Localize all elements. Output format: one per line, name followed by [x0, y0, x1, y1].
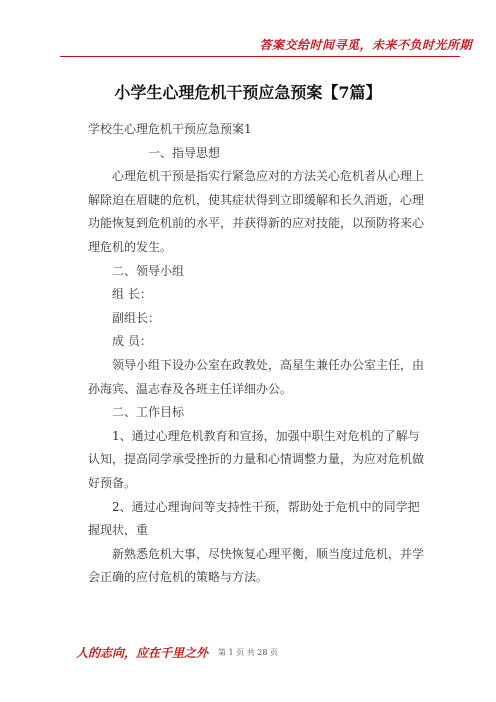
paragraph: 领导小组下设办公室在政教处，高星生兼任办公室主任，由孙海宾、温志春及各班主任详细办公。	[88, 357, 425, 396]
paragraph: 成 员：	[112, 334, 152, 349]
header-slogan: 答案交给时间寻觅，未来不负时光所期	[259, 38, 472, 52]
document-title: 小学生心理危机干预应急预案【7篇】	[114, 83, 382, 102]
section-heading: 二、领导小组	[112, 263, 185, 278]
paragraph: 2、通过心理询问等支持性干预，帮助处于危机中的同学把握现状，重	[88, 499, 420, 538]
paragraph: 学校生心理危机干预应急预案1	[88, 122, 252, 136]
paragraph: 副组长：	[112, 310, 161, 325]
section-heading: 一、指导思想	[148, 145, 221, 160]
paragraph: 新熟悉危机大事，尽快恢复心理平衡，顺当度过危机，并学会正确的应付危机的策略与方法。	[88, 546, 425, 585]
paragraph: 1、通过心理危机教育和宣扬，加强中职生对危机的了解与认知，提高同学承受挫折的力量和心情调整力量，为应对危机做好预备。	[88, 428, 425, 490]
header-divider	[60, 56, 460, 57]
footer-slogan: 人的志向，应在千里之外	[76, 646, 209, 660]
section-heading: 二、工作目标	[112, 405, 185, 420]
document-body	[88, 118, 424, 590]
paragraph: 心理危机干预是指实行紧急应对的方法关心危机者从心理上解除迫在眉睫的危机，使其症状得到立即缓解和长久消逝，心理功能恢复到危机前的水平，并获得新的应对技能，以预防将来心理危机的发生。	[88, 169, 425, 254]
paragraph: 组 长：	[112, 287, 152, 302]
page-number: 第 1 页 共 28 页	[218, 648, 278, 657]
